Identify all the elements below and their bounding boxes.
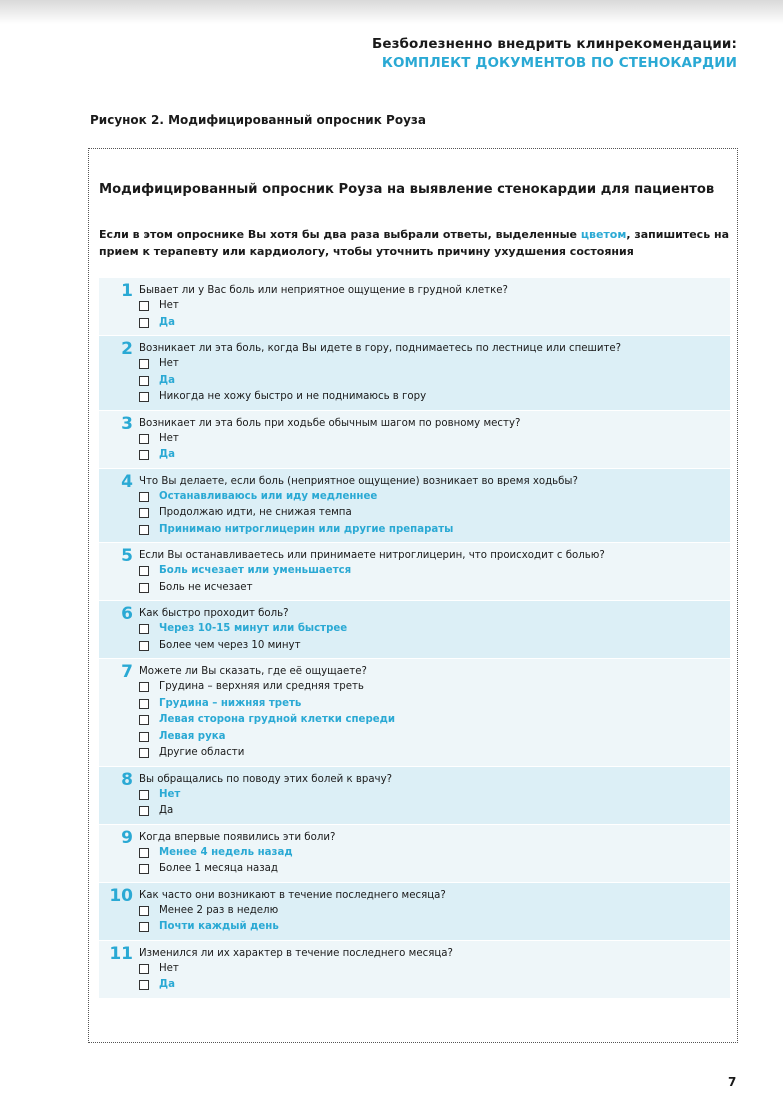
question-block — [99, 767, 730, 825]
answer-label: Более 1 месяца назад — [159, 863, 278, 874]
answer-label: Грудина – верхняя или средняя треть — [159, 681, 364, 692]
question-number: 8 — [121, 769, 133, 790]
answer-checkbox[interactable] — [139, 848, 149, 858]
question-block — [99, 601, 730, 659]
answer-checkbox[interactable] — [139, 624, 149, 634]
answer-checkbox[interactable] — [139, 318, 149, 328]
answer-checkbox[interactable] — [139, 376, 149, 386]
answer-label: Нет — [159, 788, 181, 800]
question-text: Как часто они возникают в течение последнего месяца? — [139, 889, 446, 901]
answer-label: Да — [159, 805, 174, 816]
answer-checkbox[interactable] — [139, 748, 149, 758]
question-number: 1 — [121, 281, 133, 301]
answer-option[interactable] — [139, 431, 730, 448]
answer-checkbox[interactable] — [139, 682, 149, 692]
question-text: Как быстро проходит боль? — [139, 608, 289, 619]
answer-option[interactable] — [139, 696, 730, 713]
answer-label: Никогда не хожу быстро и не поднимаюсь в гору — [159, 391, 427, 402]
answer-label: Нет — [159, 962, 179, 974]
answer-label: Да — [159, 449, 175, 460]
question-text: Изменился ли их характер в течение последнего месяца? — [139, 947, 453, 959]
answer-label: Нет — [159, 300, 179, 311]
answer-option[interactable] — [139, 679, 730, 696]
answer-option[interactable] — [139, 845, 730, 862]
answer-label: Боль исчезает или уменьшается — [159, 565, 352, 576]
answer-option[interactable] — [139, 505, 730, 522]
question-number: 5 — [121, 546, 133, 566]
answer-checkbox[interactable] — [139, 864, 149, 874]
answer-option[interactable] — [139, 563, 730, 580]
intro-accent-word: цветом — [580, 228, 627, 241]
question-block — [99, 883, 730, 941]
answer-option[interactable] — [139, 861, 730, 878]
answer-label: Продолжаю идти, не снижая темпа — [159, 507, 352, 518]
answer-checkbox[interactable] — [139, 699, 149, 709]
answer-checkbox[interactable] — [139, 732, 149, 742]
answer-checkbox[interactable] — [139, 922, 149, 932]
question-text: Можете ли Вы сказать, где её ощущаете? — [139, 666, 367, 677]
answer-label: Через 10-15 минут или быстрее — [159, 623, 348, 634]
header-title: Безболезненно внедрить клинрекомендации: — [371, 36, 737, 52]
document-header — [372, 36, 737, 71]
question-number: 11 — [109, 943, 133, 964]
answer-label: Нет — [159, 432, 179, 444]
question-text: Что Вы делаете, если боль (неприятное ощущение) возникает во время ходьбы? — [139, 475, 578, 487]
answer-option[interactable] — [139, 712, 730, 729]
answer-checkbox[interactable] — [139, 790, 149, 800]
page-top-shade — [0, 0, 783, 24]
question-block — [99, 825, 730, 883]
question-text: Возникает ли эта боль, когда Вы идете в гору, поднимаетесь по лестнице или спешите? — [139, 343, 622, 354]
figure-caption: Рисунок 2. Модифицированный опросник Роуза — [90, 113, 426, 127]
answer-checkbox[interactable] — [139, 583, 149, 593]
answer-checkbox[interactable] — [139, 525, 149, 535]
answer-label: Да — [159, 979, 175, 990]
question-number: 7 — [121, 662, 133, 682]
header-subtitle: КОМПЛЕКТ ДОКУМЕНТОВ ПО СТЕНОКАРДИИ — [381, 55, 737, 71]
question-list — [99, 278, 730, 999]
question-text: Возникает ли эта боль при ходьбе обычным шагом по ровному месту? — [139, 417, 521, 429]
answer-option[interactable] — [139, 961, 730, 978]
answer-option[interactable] — [139, 373, 730, 390]
answer-checkbox[interactable] — [139, 980, 149, 990]
answer-option[interactable] — [139, 389, 730, 406]
answer-option[interactable] — [139, 580, 730, 597]
answer-checkbox[interactable] — [139, 392, 149, 402]
answer-option[interactable] — [139, 447, 730, 464]
question-block — [99, 469, 730, 544]
answer-checkbox[interactable] — [139, 715, 149, 725]
answer-option[interactable] — [139, 919, 730, 936]
answer-checkbox[interactable] — [139, 359, 149, 369]
answer-label: Грудина – нижняя треть — [159, 697, 302, 709]
question-text: Когда впервые появились эти боли? — [139, 831, 336, 843]
page-number: 7 — [728, 1075, 737, 1089]
answer-label: Менее 2 раз в неделю — [159, 904, 279, 916]
question-number: 4 — [121, 471, 133, 492]
answer-label: Нет — [159, 358, 179, 369]
answer-label: Да — [159, 374, 175, 386]
answer-checkbox[interactable] — [139, 434, 149, 444]
answer-option[interactable] — [139, 356, 730, 373]
answer-checkbox[interactable] — [139, 906, 149, 916]
answer-label: Останавливаюсь или иду медленнее — [159, 490, 378, 502]
question-block — [99, 278, 730, 336]
answer-option[interactable] — [139, 638, 730, 655]
answer-option[interactable] — [139, 787, 730, 804]
answer-option[interactable] — [139, 803, 730, 820]
questionnaire-title: Модифицированный опросник Роуза на выявление стенокардии для пациентов — [99, 182, 715, 197]
question-block — [99, 941, 730, 999]
answer-label: Боль не исчезает — [159, 581, 253, 593]
answer-label: Левая сторона грудной клетки спереди — [159, 714, 396, 725]
answer-label: Почти каждый день — [159, 921, 279, 932]
answer-checkbox[interactable] — [139, 450, 149, 460]
answer-option[interactable] — [139, 621, 730, 638]
question-block — [99, 659, 730, 767]
question-number: 2 — [121, 339, 133, 359]
question-number: 9 — [121, 827, 133, 848]
answer-checkbox[interactable] — [139, 301, 149, 311]
answer-label: Другие области — [159, 747, 245, 758]
answer-label: Принимаю нитроглицерин или другие препараты — [159, 523, 454, 535]
question-number: 6 — [121, 604, 133, 624]
answer-label: Менее 4 недель назад — [159, 846, 293, 858]
answer-label: Да — [159, 316, 175, 328]
answer-option[interactable] — [139, 298, 730, 315]
answer-checkbox[interactable] — [139, 806, 149, 816]
question-text: Если Вы останавливаетесь или принимаете нитроглицерин, что происходит с болью? — [139, 550, 605, 561]
question-text: Бывает ли у Вас боль или неприятное ощущение в грудной клетке? — [139, 285, 508, 296]
question-number: 10 — [109, 885, 133, 906]
answer-checkbox[interactable] — [139, 492, 149, 502]
question-number: 3 — [121, 413, 133, 434]
answer-option[interactable] — [139, 315, 730, 332]
answer-option[interactable] — [139, 729, 730, 746]
question-block — [99, 336, 730, 411]
question-block — [99, 411, 730, 469]
answer-option[interactable] — [139, 522, 730, 539]
answer-label: Более чем через 10 минут — [159, 639, 301, 651]
answer-checkbox[interactable] — [139, 964, 149, 974]
questionnaire-intro — [99, 226, 729, 260]
answer-checkbox[interactable] — [139, 641, 149, 651]
answer-checkbox[interactable] — [139, 508, 149, 518]
answer-option[interactable] — [139, 977, 730, 994]
question-text: Вы обращались по поводу этих болей к врачу? — [139, 773, 393, 785]
answer-label: Левая рука — [159, 730, 226, 742]
answer-checkbox[interactable] — [139, 566, 149, 576]
answer-option[interactable] — [139, 903, 730, 920]
question-block — [99, 543, 730, 601]
intro-text-end: , запишитесь на прием к терапевту или кардиологу, чтобы уточнить причину ухудшения состояния — [99, 228, 730, 258]
intro-text-start: Если в этом опроснике Вы хотя бы два раза выбрали ответы, выделенные — [99, 228, 581, 241]
answer-option[interactable] — [139, 745, 730, 762]
answer-option[interactable] — [139, 489, 730, 506]
